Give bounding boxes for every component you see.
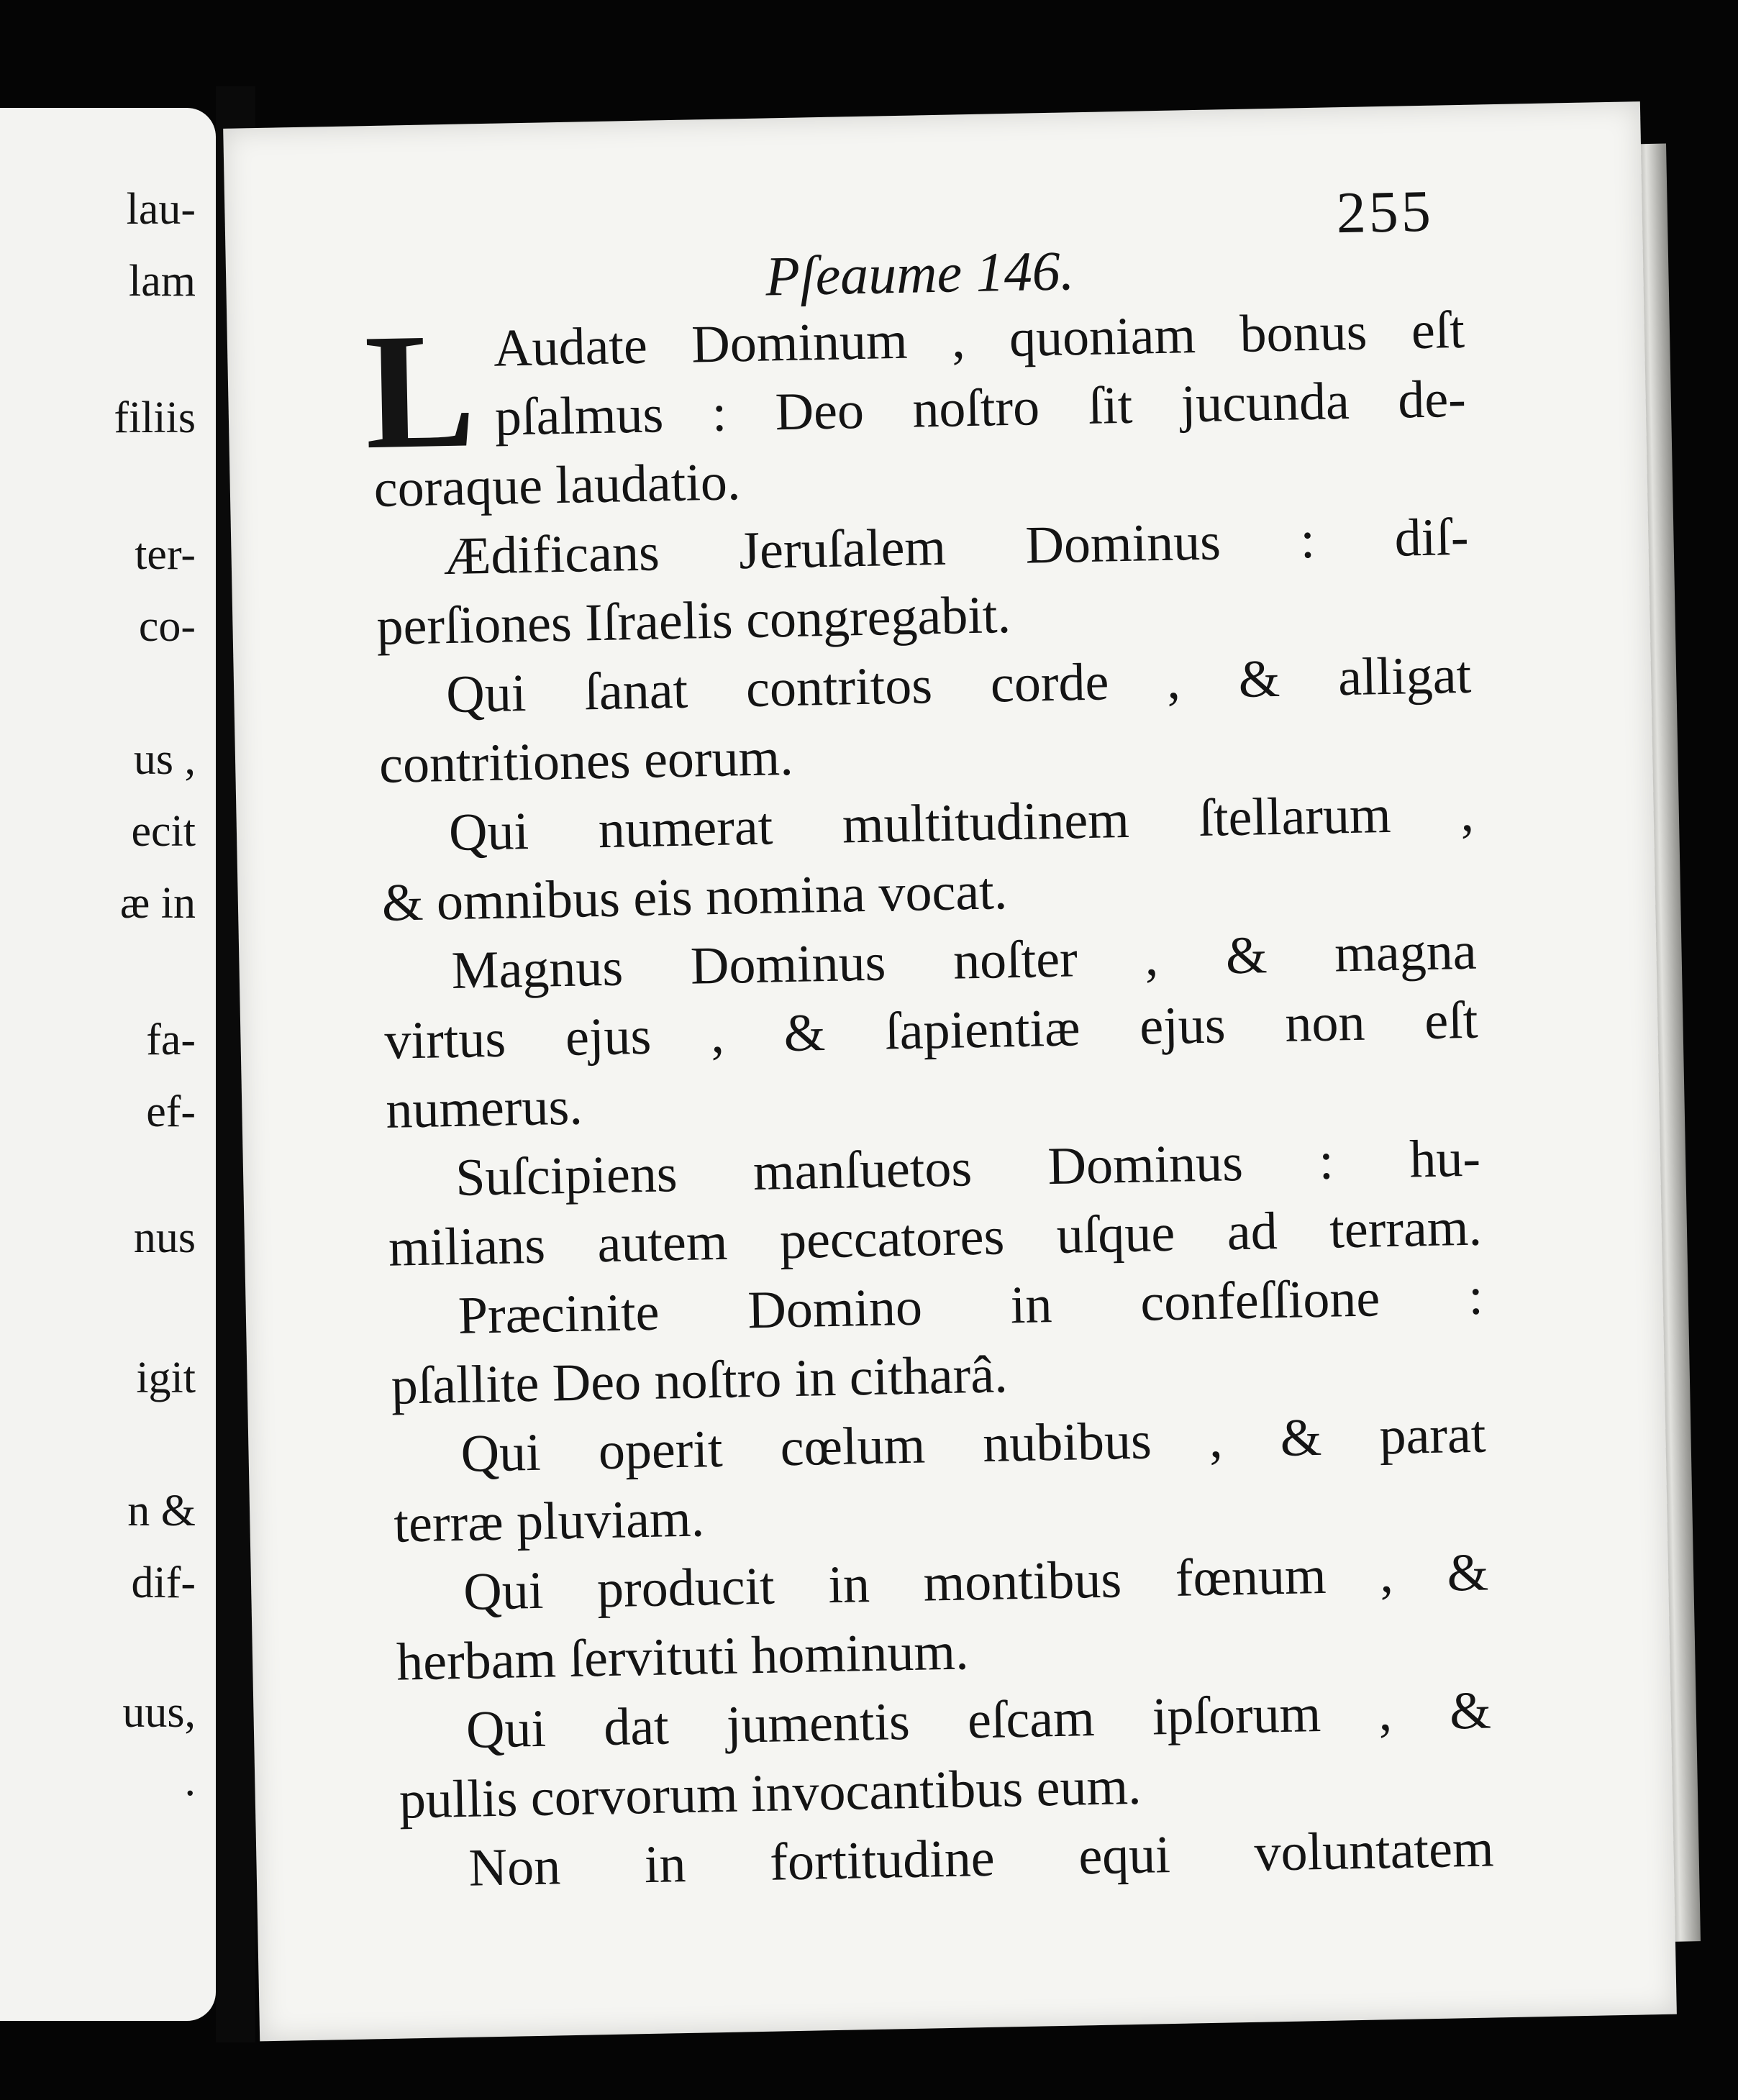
verse-line: Magnus Dominus noſter , & magna — [450, 921, 1478, 1001]
left-page-line: n & — [127, 1487, 196, 1535]
left-page-line: lam — [129, 257, 196, 306]
verse-line: numerus. — [385, 1077, 583, 1140]
verse-line: Suſcipiens manſuetos Dominus : hu- — [455, 1128, 1481, 1208]
verse-line: Qui operit cœlum nubibus , & parat — [460, 1405, 1487, 1484]
left-page-line: . — [184, 1756, 196, 1805]
verse-line: herbam ſervituti hominum. — [396, 1622, 970, 1692]
left-page-line: ter- — [135, 530, 196, 579]
verse-line: terræ pluviam. — [393, 1489, 705, 1554]
left-page-line: us , — [133, 735, 196, 784]
drop-cap: L — [363, 298, 478, 484]
verse-line: milians autem peccatores uſque ad terram. — [388, 1197, 1483, 1278]
verse-line: Qui numerat multitudinem ſtellarum , — [448, 783, 1475, 863]
left-page-line: fa- — [146, 1015, 196, 1064]
verse-line: virtus ejus , & ſapientiæ ejus non eſt — [383, 990, 1479, 1071]
verse-line: coraque laudatio. — [373, 452, 742, 519]
verse-line: Præcinite Domino in confeſſione : — [458, 1266, 1484, 1346]
verse-line: & omnibus eis nomina vocat. — [381, 862, 1008, 933]
left-page-line: ecit — [131, 807, 196, 856]
left-page-line: filiis — [114, 393, 196, 442]
verse-line: pſalmus : Deo noſtro ſit jucunda de- — [494, 369, 1467, 447]
page-number: 255 — [1335, 178, 1434, 246]
verse-line: Qui dat jumentis eſcam ipſorum , & — [465, 1681, 1492, 1760]
left-page-line: nus — [133, 1213, 196, 1262]
verse-line: perſiones Iſraelis congregabit. — [376, 585, 1011, 657]
verse-line: contritiones eorum. — [378, 727, 794, 795]
verse-line: pullis corvorum invocantibus eum. — [399, 1756, 1142, 1830]
left-page-line: igit — [136, 1353, 196, 1402]
left-page-line: æ in — [119, 879, 196, 928]
verse-line: Non in fortitudine equi voluntatem — [468, 1819, 1495, 1898]
left-page-line: lau- — [126, 185, 196, 234]
psalm-text — [363, 296, 1495, 1904]
verse-line: Qui ſanat contritos corde , & alligat — [445, 645, 1472, 725]
verse-line: Ædificans Jeruſalem Dominus : diſ- — [442, 507, 1470, 587]
verse-line: Qui producit in montibus fœnum , & — [463, 1543, 1489, 1622]
left-page-line: co- — [138, 602, 196, 651]
left-page — [0, 108, 216, 2021]
verse-line: pſallite Deo noſtro in citharâ. — [391, 1345, 1009, 1416]
left-page-line: dif- — [131, 1558, 196, 1607]
left-page-line: uus, — [122, 1688, 196, 1737]
right-page — [223, 101, 1677, 2041]
verse-line: Audate Dominum , quoniam bonus eſt — [493, 300, 1465, 378]
left-page-line: ef- — [146, 1087, 196, 1136]
psalm-title: Pſeaume 146. — [765, 239, 1075, 308]
